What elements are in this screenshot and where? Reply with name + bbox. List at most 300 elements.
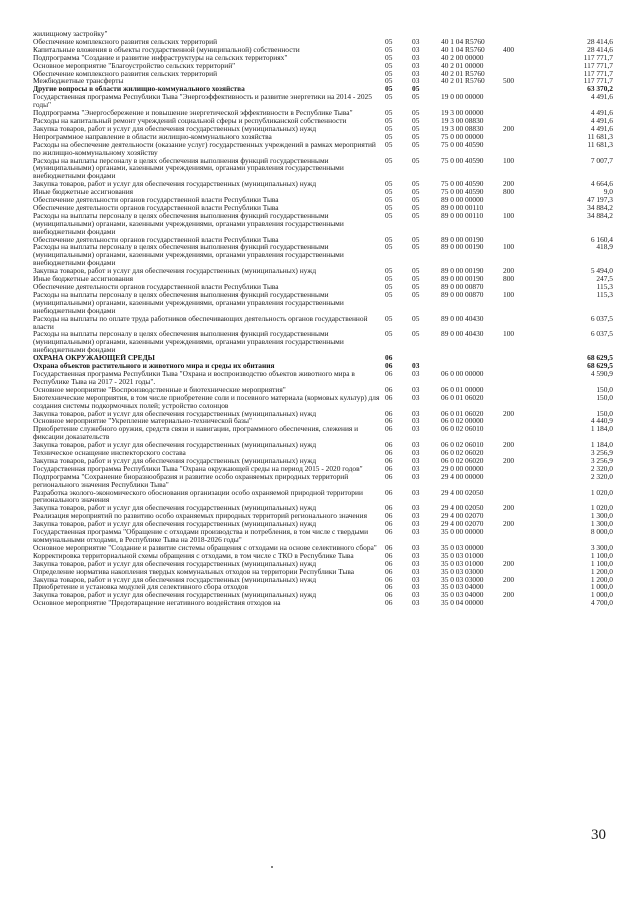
expense-type-code-cell <box>503 568 545 576</box>
expense-type-code-cell: 200 <box>503 504 515 513</box>
subsection-code-cell: 03 <box>412 528 420 537</box>
expense-type-code-cell: 200 <box>503 267 515 276</box>
table-row <box>33 489 613 505</box>
subsection-code-cell: 03 <box>412 362 420 370</box>
row-name-cell: Охрана объектов растительного и животного мира и среды их обитания <box>33 362 275 370</box>
expense-type-code-cell: 100 <box>503 243 515 252</box>
expense-type-code-cell: 200 <box>503 441 515 450</box>
amount-cell: 28 414,6 <box>587 45 613 54</box>
target-item-code-cell: 35 0 04 00000 <box>441 599 484 608</box>
amount-cell: 8 000,0 <box>590 528 613 537</box>
row-name-cell: Расходы на выплаты персоналу в целях обеспечения выполнения функций государственными (муниципальными) органами, казенными учреждениями, органами управления государственными внебюджетными фондами <box>33 330 344 355</box>
target-item-code-cell: 75 0 00 40590 <box>441 188 484 197</box>
table-row <box>33 512 613 520</box>
expense-type-code-cell: 200 <box>503 559 515 568</box>
subsection-code-cell: 03 <box>412 583 420 592</box>
row-name-cell: Реализация мероприятий по развитию особо охраняемых природных территорий регионального значения <box>33 512 367 521</box>
subsection-code-cell: 05 <box>412 93 420 102</box>
section-code-cell: 05 <box>385 156 393 165</box>
row-name-cell: Обеспечение комплексного развития сельских территорий <box>33 69 218 78</box>
target-item-code-cell: 06 0 02 06010 <box>441 425 484 434</box>
subsection-code-cell: 05 <box>412 211 420 220</box>
section-code-cell: 06 <box>385 464 393 473</box>
row-name-cell: Основное мероприятие "Воспроизводственные и биотехнические мероприятия" <box>33 385 286 394</box>
expense-type-code-cell <box>503 528 545 544</box>
section-code-cell: 05 <box>385 196 393 204</box>
target-item-code-cell <box>441 354 503 362</box>
subsection-code-cell: 03 <box>412 567 420 576</box>
amount-cell <box>545 30 613 38</box>
expense-type-code-cell <box>503 544 545 552</box>
amount-cell: 4 491,6 <box>590 116 613 125</box>
expense-type-code-cell <box>503 204 545 212</box>
table-row <box>33 315 613 331</box>
table-row <box>33 117 613 125</box>
amount-cell: 1 300,0 <box>590 520 613 529</box>
table-row <box>33 109 613 117</box>
page-number: 30 <box>591 827 606 843</box>
amount-cell: 4 491,6 <box>590 124 613 133</box>
expense-type-code-cell <box>503 583 545 591</box>
amount-cell: 4 440,9 <box>590 417 613 426</box>
table-row <box>33 62 613 70</box>
target-item-code-cell: 40 1 04 R5760 <box>441 37 485 46</box>
row-name-cell: Расходы на выплаты персоналу в целях обеспечения выполнения функций государственными (муниципальными) органами, казенными учреждениями, органами управления государственными внебюджетными фондами <box>33 211 344 236</box>
table-row <box>33 141 613 157</box>
subsection-code-cell: 03 <box>412 591 420 600</box>
amount-cell: 4 590,9 <box>590 369 613 378</box>
subsection-code-cell: 03 <box>412 441 420 450</box>
target-item-code-cell: 06 0 02 06020 <box>441 456 484 465</box>
table-row <box>33 576 613 584</box>
table-row <box>33 204 613 212</box>
subsection-code-cell: 03 <box>412 575 420 584</box>
section-code-cell: 05 <box>385 330 393 339</box>
amount-cell: 6 037,5 <box>590 330 613 339</box>
table-row <box>33 46 613 54</box>
target-item-code-cell: 89 0 00 00110 <box>441 203 484 212</box>
table-row <box>33 599 613 607</box>
section-code-cell: 05 <box>385 109 393 117</box>
section-code-cell: 05 <box>385 85 393 94</box>
budget-table <box>33 30 613 607</box>
amount-cell: 34 884,2 <box>587 211 613 220</box>
subsection-code-cell: 03 <box>412 464 420 473</box>
subsection-code-cell: 05 <box>412 180 420 189</box>
subsection-code-cell: 03 <box>412 512 420 521</box>
target-item-code-cell: 35 0 03 04000 <box>441 591 484 600</box>
amount-cell: 4 664,6 <box>590 180 613 189</box>
row-name-cell: Другие вопросы в области жилищно-коммунального хозяйства <box>33 85 245 94</box>
row-name-cell: Закупка товаров, работ и услуг для обеспечения государственных (муниципальных) нужд <box>33 180 317 189</box>
subsection-code-cell: 05 <box>412 267 420 276</box>
expense-type-code-cell: 800 <box>503 188 515 197</box>
amount-cell: 1 020,0 <box>590 504 613 513</box>
section-code-cell: 05 <box>385 211 393 220</box>
amount-cell: 418,9 <box>596 243 613 252</box>
row-name-cell: Приобретение и установка модулей для селективного сбора отходов <box>33 583 248 592</box>
amount-cell: 68 629,5 <box>587 354 613 363</box>
expense-type-code-cell <box>503 473 545 489</box>
subsection-code-cell: 05 <box>412 243 420 252</box>
section-code-cell: 06 <box>385 369 393 378</box>
row-name-cell: Непрограммное направление в области жилищно-коммунального хозяйства <box>33 132 272 141</box>
row-name-cell: Закупка товаров, работ и услуг для обеспечения государственных (муниципальных) нужд <box>33 267 317 276</box>
subsection-code-cell <box>412 30 441 38</box>
target-item-code-cell: 40 2 01 00000 <box>441 61 484 70</box>
expense-type-code-cell: 200 <box>503 124 515 133</box>
expense-type-code-cell <box>503 552 545 560</box>
row-name-cell: Обеспечение деятельности органов государственной власти Республики Тыва <box>33 196 279 204</box>
row-name-cell: Расходы на выплаты по оплате труда работников обеспечивающих деятельность органов государственной власти <box>33 314 368 331</box>
section-code-cell <box>385 30 412 38</box>
expense-type-code-cell <box>503 370 545 386</box>
section-code-cell: 06 <box>385 567 393 576</box>
subsection-code-cell: 05 <box>412 330 420 339</box>
amount-cell: 1 184,0 <box>590 441 613 450</box>
target-item-code-cell: 89 0 00 00190 <box>441 275 484 283</box>
amount-cell: 5 494,0 <box>590 267 613 276</box>
expense-type-code-cell <box>503 354 545 362</box>
section-code-cell: 05 <box>385 314 393 323</box>
row-name-cell: Подпрограмма "Сохранение биоразнообразия и развитие особо охраняемых природных территорий регионального значения Республики Тыва" <box>33 472 349 489</box>
table-row <box>33 30 613 38</box>
subsection-code-cell: 05 <box>412 188 420 197</box>
subsection-code-cell: 03 <box>412 543 420 552</box>
subsection-code-cell: 05 <box>412 235 420 244</box>
amount-cell: 117 771,7 <box>583 61 613 70</box>
amount-cell: 47 197,3 <box>587 196 613 204</box>
amount-cell: 1 200,0 <box>590 567 613 576</box>
table-row <box>33 243 613 267</box>
table-row <box>33 291 613 315</box>
section-code-cell: 05 <box>385 61 393 70</box>
section-code-cell: 05 <box>385 235 393 244</box>
target-item-code-cell: 40 2 01 R5760 <box>441 77 485 86</box>
section-code-cell: 05 <box>385 243 393 252</box>
table-row <box>33 196 613 204</box>
subsection-code-cell: 03 <box>412 449 420 457</box>
target-item-code-cell: 06 0 02 06020 <box>441 449 484 457</box>
row-name-cell: Определение норматива накопления твердых коммунальных отходов на территории Республики Тыва <box>33 567 355 576</box>
target-item-code-cell: 35 0 03 01000 <box>441 559 484 568</box>
target-item-code-cell: 89 0 00 00190 <box>441 243 484 252</box>
table-row <box>33 362 613 370</box>
expense-type-code-cell <box>503 489 545 505</box>
row-name-cell: Государственная программа Республики Тыва "Охрана окружающей среды на период 2015 - 2020 годов" <box>33 464 363 473</box>
row-name-cell: Обеспечение деятельности органов государственной власти Республики Тыва <box>33 283 279 291</box>
expense-type-code-cell: 200 <box>503 575 515 584</box>
subsection-code-cell: 03 <box>412 417 420 426</box>
table-row <box>33 473 613 489</box>
amount-cell: 3 256,9 <box>590 449 613 457</box>
expense-type-code-cell <box>503 85 545 93</box>
target-item-code-cell: 75 0 00 40590 <box>441 156 484 165</box>
subsection-code-cell: 03 <box>412 69 420 78</box>
section-code-cell: 06 <box>385 520 393 529</box>
target-item-code-cell: 29 4 00 02050 <box>441 504 484 513</box>
section-code-cell: 06 <box>385 393 393 402</box>
target-item-code-cell <box>441 85 503 93</box>
section-code-cell: 06 <box>385 441 393 450</box>
expense-type-code-cell <box>503 465 545 473</box>
amount-cell: 117 771,7 <box>583 77 613 86</box>
row-name-cell: Расходы на выплаты персоналу в целях обеспечения выполнения функций государственными (муниципальными) органами, казенными учреждениями, органами управления государственными внебюджетными фондами <box>33 243 344 268</box>
table-row <box>33 236 613 244</box>
table-row <box>33 38 613 46</box>
subsection-code-cell: 05 <box>412 124 420 133</box>
amount-cell: 4 491,6 <box>590 109 613 117</box>
amount-cell: 9,0 <box>603 188 613 197</box>
amount-cell: 7 007,7 <box>590 156 613 165</box>
amount-cell: 247,5 <box>596 275 613 283</box>
target-item-code-cell: 35 0 00 00000 <box>441 528 484 537</box>
amount-cell: 1 000,0 <box>590 583 613 592</box>
section-code-cell: 06 <box>385 417 393 426</box>
target-item-code-cell: 35 0 03 00000 <box>441 543 484 552</box>
row-name-cell: Иные бюджетные ассигнования <box>33 188 134 197</box>
table-row <box>33 157 613 181</box>
section-code-cell: 06 <box>385 362 393 370</box>
target-item-code-cell: 19 3 00 08830 <box>441 124 484 133</box>
amount-cell: 28 414,6 <box>587 37 613 46</box>
amount-cell: 1 020,0 <box>590 488 613 497</box>
table-row <box>33 386 613 394</box>
target-item-code-cell: 89 0 00 00000 <box>441 196 484 204</box>
table-row <box>33 465 613 473</box>
subsection-code-cell: 03 <box>412 53 420 62</box>
table-row <box>33 449 613 457</box>
amount-cell: 117 771,7 <box>583 53 613 62</box>
target-item-code-cell: 29 0 00 00000 <box>441 464 484 473</box>
row-name-cell: Расходы на капитальный ремонт учреждений социальной сферы и республиканской собственности <box>33 116 347 125</box>
amount-cell: 1 100,0 <box>590 551 613 560</box>
row-name-cell: Расходы на обеспечение деятельности (оказание услуг) государственных учреждений в рамках мероприятий по жилищно-коммунальному хозяйству <box>33 140 376 157</box>
target-item-code-cell: 29 4 00 02070 <box>441 512 484 521</box>
subsection-code-cell: 05 <box>412 203 420 212</box>
subsection-code-cell: 03 <box>412 77 420 86</box>
section-code-cell: 06 <box>385 575 393 584</box>
amount-cell: 6 160,4 <box>590 235 613 244</box>
amount-cell: 150,0 <box>596 393 613 402</box>
amount-cell: 6 037,5 <box>590 314 613 323</box>
scan-speck <box>271 866 273 868</box>
subsection-code-cell: 05 <box>412 140 420 149</box>
table-row <box>33 85 613 93</box>
row-name-cell: Техническое оснащение инспекторского состава <box>33 449 186 457</box>
amount-cell: 1 100,0 <box>590 559 613 568</box>
target-item-code-cell: 35 0 03 03000 <box>441 575 484 584</box>
row-name-cell: Закупка товаров, работ и услуг для обеспечения государственных (муниципальных) нужд <box>33 456 317 465</box>
section-code-cell: 05 <box>385 275 393 283</box>
section-code-cell: 05 <box>385 290 393 299</box>
target-item-code-cell: 35 0 03 04000 <box>441 583 484 592</box>
table-row <box>33 528 613 544</box>
section-code-cell: 06 <box>385 599 393 608</box>
subsection-code-cell <box>412 354 441 362</box>
amount-cell: 3 300,0 <box>590 543 613 552</box>
amount-cell: 115,3 <box>596 290 613 299</box>
subsection-code-cell: 03 <box>412 393 420 402</box>
target-item-code-cell: 06 0 00 00000 <box>441 369 484 378</box>
table-row <box>33 441 613 449</box>
expense-type-code-cell <box>503 196 545 204</box>
amount-cell: 1 200,0 <box>590 575 613 584</box>
amount-cell: 34 884,2 <box>587 203 613 212</box>
section-code-cell: 05 <box>385 203 393 212</box>
expense-type-code-cell <box>503 394 545 410</box>
target-item-code-cell: 40 1 04 R5760 <box>441 45 485 54</box>
row-name-cell: Основное мероприятие "Предотвращение негативного воздействия отходов на <box>33 599 281 608</box>
row-name-cell: Закупка товаров, работ и услуг для обеспечения государственных (муниципальных) нужд <box>33 575 317 584</box>
table-row <box>33 568 613 576</box>
row-name-cell: Корректировка территориальной схемы обращения с отходами, в том числе с ТКО в Республике Тыва <box>33 551 354 560</box>
table-row <box>33 180 613 188</box>
section-code-cell: 06 <box>385 425 393 434</box>
row-name-cell: Государственная программа "Обращение с отходами производства и потребления, в том числе с твердыми коммунальными отходами, в Республике Тыва на 2018-2026 годы" <box>33 528 369 544</box>
expense-type-code-cell <box>503 38 545 46</box>
row-name-cell: жилищному застройку" <box>33 30 108 38</box>
subsection-code-cell: 03 <box>412 425 420 434</box>
row-name-cell: Обеспечение комплексного развития сельских территорий <box>33 37 218 46</box>
section-code-cell: 05 <box>385 69 393 78</box>
subsection-code-cell: 05 <box>412 283 420 291</box>
section-code-cell: 05 <box>385 93 393 102</box>
row-name-cell: Государственная программа Республики Тыва "Энергоэффективность и развитие энергетики на 2014 - 2025 годы" <box>33 93 372 110</box>
section-code-cell: 05 <box>385 37 393 46</box>
expense-type-code-cell: 100 <box>503 211 515 220</box>
row-name-cell: Иные бюджетные ассигнования <box>33 275 134 283</box>
table-row <box>33 544 613 552</box>
row-name-cell: Подпрограмма "Энергосбережение и повышение энергетической эффективности в Республике Тыва" <box>33 109 353 117</box>
table-row <box>33 275 613 283</box>
section-code-cell: 05 <box>385 45 393 54</box>
amount-cell: 11 681,3 <box>587 140 613 149</box>
subsection-code-cell: 03 <box>412 520 420 529</box>
section-code-cell: 05 <box>385 132 393 141</box>
section-code-cell: 06 <box>385 449 393 457</box>
row-name-cell: Приобретение служебного оружия, средств связи и навигации, программного обеспечения, слежения и фиксации доказательств <box>33 425 359 442</box>
row-name-cell: Государственная программа Республики Тыва "Охрана и воспроизводство объектов животного мира в Республике Тыва на 2017 - 2021 годы". <box>33 369 355 386</box>
subsection-code-cell: 05 <box>412 290 420 299</box>
table-row <box>33 133 613 141</box>
expense-type-code-cell <box>503 283 545 291</box>
expense-type-code-cell <box>503 599 545 607</box>
expense-type-code-cell <box>503 54 545 62</box>
expense-type-code-cell: 100 <box>503 290 515 299</box>
table-row <box>33 552 613 560</box>
target-item-code-cell: 75 0 00 00000 <box>441 132 484 141</box>
expense-type-code-cell <box>503 512 545 520</box>
expense-type-code-cell <box>503 141 545 157</box>
target-item-code-cell <box>441 30 503 38</box>
table-row <box>33 583 613 591</box>
target-item-code-cell: 89 0 00 00870 <box>441 283 484 291</box>
row-name-cell: ОХРАНА ОКРУЖАЮЩЕЙ СРЕДЫ <box>33 354 155 363</box>
subsection-code-cell: 03 <box>412 599 420 608</box>
section-code-cell: 06 <box>385 512 393 521</box>
expense-type-code-cell: 100 <box>503 330 515 339</box>
row-name-cell: Обеспечение деятельности органов государственной власти Республики Тыва <box>33 203 279 212</box>
section-code-cell: 05 <box>385 180 393 189</box>
expense-type-code-cell <box>503 449 545 457</box>
row-name-cell: Межбюджетные трансферты <box>33 77 124 86</box>
amount-cell: 68 629,5 <box>587 362 613 370</box>
amount-cell: 4 700,0 <box>590 599 613 608</box>
expense-type-code-cell <box>503 70 545 78</box>
target-item-code-cell: 29 4 00 02050 <box>441 488 484 497</box>
table-row <box>33 417 613 425</box>
target-item-code-cell <box>441 362 503 370</box>
expense-type-code-cell: 500 <box>503 77 515 86</box>
expense-type-code-cell: 200 <box>503 180 515 189</box>
amount-cell: 150,0 <box>596 385 613 394</box>
row-name-cell: Обеспечение деятельности органов государственной власти Республики Тыва <box>33 235 279 244</box>
table-row <box>33 212 613 236</box>
expense-type-code-cell <box>503 109 545 117</box>
amount-cell: 11 681,3 <box>587 132 613 141</box>
target-item-code-cell: 89 0 00 40430 <box>441 330 484 339</box>
target-item-code-cell: 06 0 02 06010 <box>441 441 484 450</box>
subsection-code-cell: 03 <box>412 559 420 568</box>
expense-type-code-cell <box>503 62 545 70</box>
expense-type-code-cell: 100 <box>503 156 515 165</box>
expense-type-code-cell <box>503 386 545 394</box>
expense-type-code-cell: 200 <box>503 409 515 418</box>
target-item-code-cell: 89 0 00 00870 <box>441 290 484 299</box>
target-item-code-cell: 89 0 00 00190 <box>441 235 484 244</box>
amount-cell: 117 771,7 <box>583 69 613 78</box>
section-code-cell: 06 <box>385 551 393 560</box>
target-item-code-cell: 29 4 00 00000 <box>441 472 484 481</box>
row-name-cell: Основное мероприятие "Создание и развитие системы обращения с отходами на основе селективного сбора" <box>33 543 377 552</box>
row-name-cell: Расходы на выплаты персоналу в целях обеспечения выполнения функций государственными (муниципальными) органами, казенными учреждениями, органами управления государственными внебюджетными фондами <box>33 290 344 315</box>
subsection-code-cell: 03 <box>412 472 420 481</box>
expense-type-code-cell <box>503 425 545 441</box>
table-row <box>33 188 613 196</box>
target-item-code-cell: 75 0 00 40590 <box>441 140 484 149</box>
row-name-cell: Закупка товаров, работ и услуг для обеспечения государственных (муниципальных) нужд <box>33 559 317 568</box>
table-row <box>33 394 613 410</box>
table-row <box>33 425 613 441</box>
expense-type-code-cell <box>503 236 545 244</box>
subsection-code-cell: 05 <box>412 116 420 125</box>
amount-cell: 1 000,0 <box>590 591 613 600</box>
amount-cell: 4 491,6 <box>590 93 613 102</box>
table-row <box>33 457 613 465</box>
target-item-code-cell: 89 0 00 40430 <box>441 314 484 323</box>
amount-cell: 2 320,0 <box>590 464 613 473</box>
table-row <box>33 54 613 62</box>
section-code-cell: 05 <box>385 124 393 133</box>
section-code-cell: 06 <box>385 543 393 552</box>
table-row <box>33 267 613 275</box>
row-name-cell: Закупка товаров, работ и услуг для обеспечения государственных (муниципальных) нужд <box>33 441 317 450</box>
row-name-cell: Закупка товаров, работ и услуг для обеспечения государственных (муниципальных) нужд <box>33 591 317 600</box>
expense-type-code-cell <box>503 133 545 141</box>
table-row <box>33 370 613 386</box>
section-code-cell: 06 <box>385 409 393 418</box>
target-item-code-cell: 06 0 02 00000 <box>441 417 484 426</box>
row-name-cell: Закупка товаров, работ и услуг для обеспечения государственных (муниципальных) нужд <box>33 124 317 133</box>
target-item-code-cell: 35 0 03 01000 <box>441 551 484 560</box>
table-row <box>33 410 613 418</box>
expense-type-code-cell <box>503 93 545 109</box>
section-code-cell: 06 <box>385 591 393 600</box>
section-code-cell: 06 <box>385 559 393 568</box>
subsection-code-cell: 03 <box>412 504 420 513</box>
expense-type-code-cell <box>503 30 545 38</box>
